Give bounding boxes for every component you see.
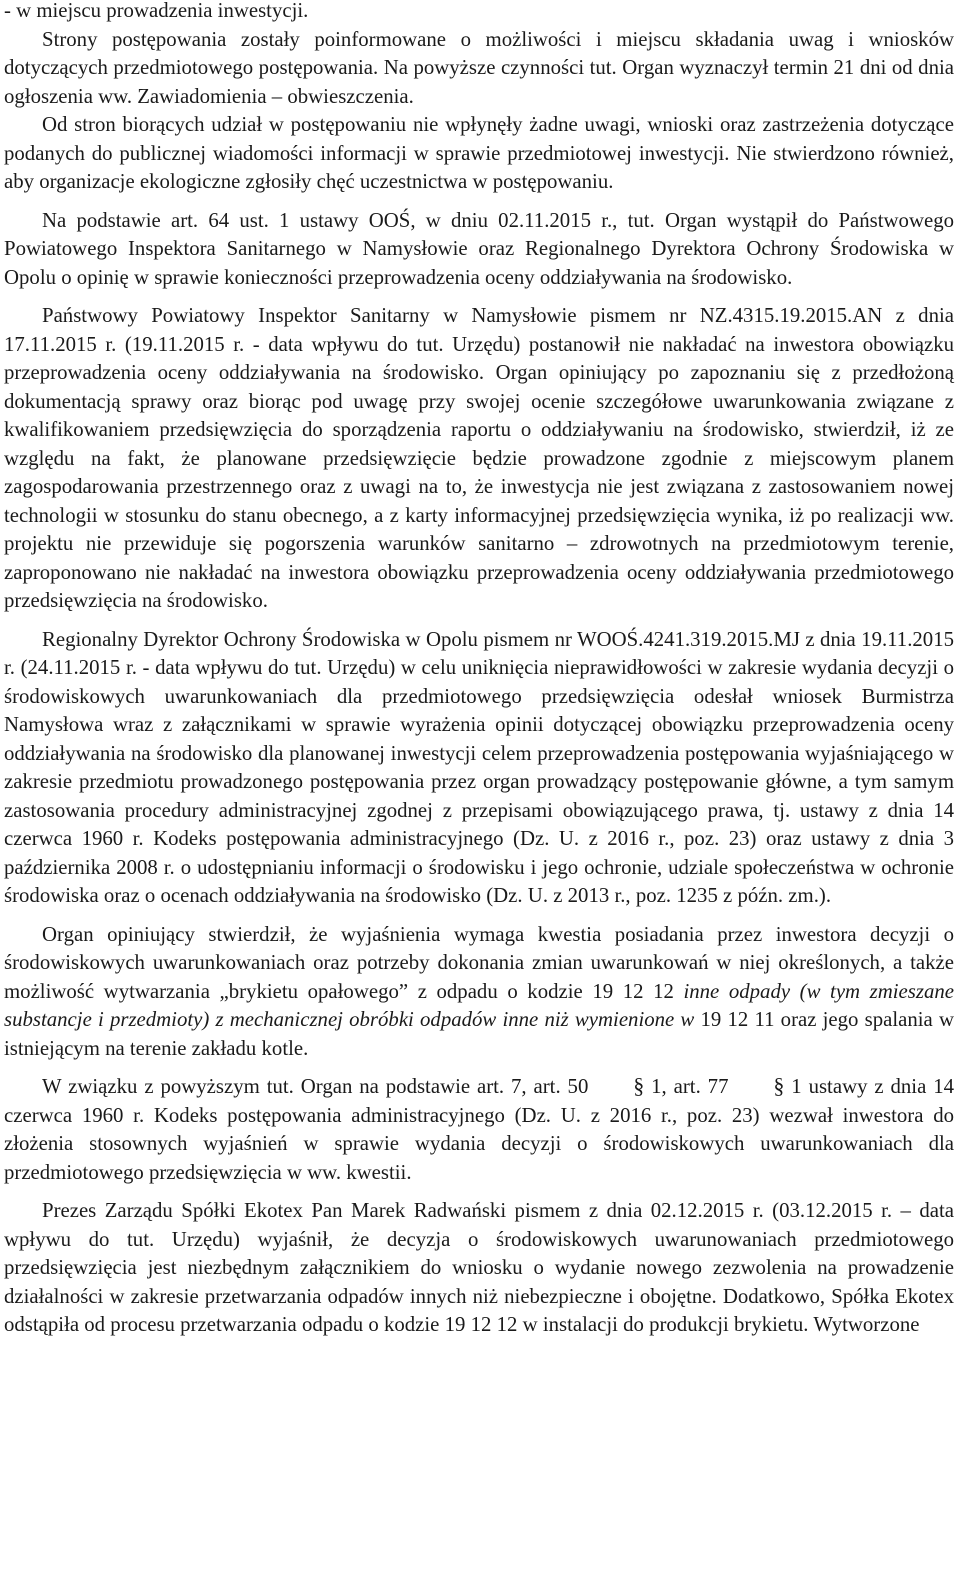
paragraph-7 — [4, 1073, 954, 1187]
paragraph-0: - w miejscu prowadzenia inwestycji. — [4, 0, 309, 22]
section-sign-1: § — [633, 1073, 645, 1098]
paragraph-7-text-c: 1 ustawy z dnia 14 czerwca 1960 r. Kodeks postępowania administracyjnego (Dz. U. z 2016 r., poz. 23) wezwał inwestora do złożenia stosownych wyjaśnień w sprawie wydania decyzji o środowiskowych uwarunkowaniach dla przedmiotowego przedsięwzięcia w ww. kwestii. — [4, 1075, 955, 1184]
paragraph-6-waste-description: inne odpady (w tym zmieszane substancje i przedmioty) z mechanicznej obróbki odpadów inne niż wymienione w — [4, 979, 954, 1031]
document-page — [4, 0, 954, 1340]
section-sign-2: § — [773, 1073, 785, 1098]
paragraph-6 — [4, 921, 954, 1064]
paragraph-1: Strony postępowania zostały poinformowane o możliwości i miejscu składania uwag i wniosków dotyczących przedmiotowego postępowania. Na powyższe czynności tut. Organ wyznaczył termin 21 dni od dnia ogłoszenia ww. Zawiadomienia – obwieszczenia. — [4, 27, 954, 108]
paragraph-6-text-b: 19 12 11 oraz jego spalania w istniejącym na terenie zakładu kotle. — [4, 1008, 954, 1060]
paragraph-3: Na podstawie art. 64 ust. 1 ustawy OOŚ, w dniu 02.11.2015 r., tut. Organ wystąpił do Państwowego Powiatowego Inspektora Sanitarnego w Namysłowie oraz Regionalnego Dyrektora Ochrony Środowiska w Opolu o opinię w sprawie konieczności przeprowadzenia oceny oddziaływania na środowisko. — [4, 208, 954, 289]
paragraph-8: Prezes Zarządu Spółki Ekotex Pan Marek Radwański pismem z dnia 02.12.2015 r. (03.12.2015 r. – data wpływu do tut. Urzędu) wyjaśnił, że decyzja o środowiskowych uwarunowaniach przedmiotowego przedsięwzięcia jest niezbędnym załącznikiem do wniosku o wydanie nowego zezwolenia na prowadzenie działalności w zakresie przetwarzania odpadów innych niż niebezpieczne i obojętne. Dodatkowo, Spółka Ekotex odstąpiła od procesu przetwarzania odpadu o kodzie 19 12 12 w instalacji do produkcji brykietu. Wytworzone — [4, 1199, 954, 1336]
paragraph-6-text-a: Organ opiniujący stwierdził, że wyjaśnienia wymaga kwestia posiadania przez inwestora decyzji o środowiskowych uwarunkowaniach oraz potrzeby dokonania zmian uwarunkowań w niej określonych, a także możliwość wytwarzania „brykietu opałowego” z odpadu o kodzie 19 12 12 — [4, 922, 954, 1003]
paragraph-2: Od stron biorących udział w postępowaniu nie wpłynęły żadne uwagi, wnioski oraz zastrzeżenia dotyczące podanych do publicznej wiadomości informacji w sprawie przedmiotowej inwestycji. Nie stwierdzono również, aby organizacje ekologiczne zgłosiły chęć uczestnictwa w postępowaniu. — [4, 113, 954, 193]
paragraph-5: Regionalny Dyrektor Ochrony Środowiska w Opolu pismem nr WOOŚ.4241.319.2015.MJ z dnia 19.11.2015 r. (24.11.2015 r. - data wpływu do tut. Urzędu) w celu uniknięcia nieprawidłowości w zakresie wydania decyzji o środowiskowych uwarunkowaniach dla przedmiotowego przedsięwzięcia odesłał wniosek Burmistrza Namysłowa wraz z załącznikami w sprawie wyrażenia opinii dotyczącej obowiązku przeprowadzenia oceny oddziaływania na środowisko dla planowanej inwestycji celem przeprowadzenia postępowania wyjaśniającego w zakresie przedmiotu prowadzonego postępowania przez organ prowadzący postępowanie główne, a tym samym zastosowania procedury administracyjnej zgodnej z przepisami obowiązującego prawa, tj. ustawy z dnia 14 czerwca 1960 r. Kodeks postępowania administracyjnego (Dz. U. z 2016 r., poz. 23) oraz ustawy z dnia 3 października 2008 r. o udostępnianiu informacji o środowisku i jego ochronie, udziale społeczeństwa w ochronie środowiska oraz o ocenach oddziaływania na środowisko (Dz. U. z 2013 r., poz. 1235 z późn. zm.). — [4, 627, 954, 907]
paragraph-7-text-b: 1, art. 77 — [644, 1075, 736, 1098]
paragraph-4: Państwowy Powiatowy Inspektor Sanitarny w Namysłowie pismem nr NZ.4315.19.2015.AN z dnia 17.11.2015 r. (19.11.2015 r. - data wpływu do tut. Urzędu) postanowił nie nakładać na inwestora obowiązku przeprowadzenia oceny oddziaływania na środowisko. Organ opiniujący po zapoznaniu się z przedłożoną dokumentacją sprawy oraz biorąc pod uwagę przy swojej ocenie szczegółowe uwarunkowania związane z kwalifikowaniem przedsięwzięcia do sporządzenia raportu o oddziaływaniu na środowisko, stwierdził, iż ze względu na fakt, że planowane przedsięwzięcie będzie prowadzone zgodnie z miejscowym planem zagospodarowania przestrzennego oraz z uwagi na to, że inwestycja nie jest związana z zastosowaniem nowej technologii w stosunku do stanu obecnego, a z karty informacyjnej przedsięwzięcia wynika, iż po realizacji ww. projektu nie przewiduje się pogorszenia warunków sanitarno – zdrowotnych na przedmiotowym terenie, zaproponowano nie nakładać na inwestora obowiązku przeprowadzenia oceny oddziaływania przedmiotowego przedsięwzięcia na środowisko. — [4, 304, 954, 612]
paragraph-7-text-a: W związku z powyższym tut. Organ na podstawie art. 7, art. 50 — [42, 1075, 596, 1098]
